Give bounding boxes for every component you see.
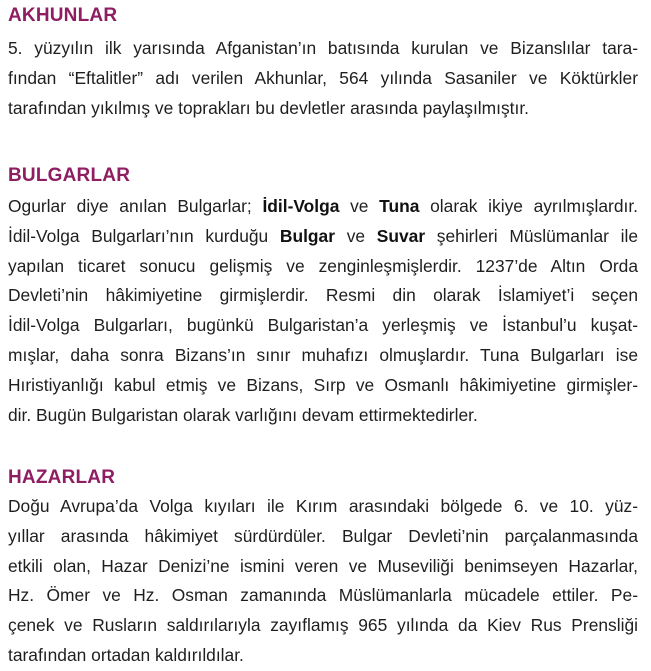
- section-bulgarlar: [8, 164, 638, 430]
- highlight-term: Tuna: [379, 196, 420, 216]
- highlight-term: Bulgar: [279, 225, 335, 246]
- text-line: tarafından yıkılmış ve toprakları bu devletler arasında paylaşılmıştır.: [8, 97, 529, 118]
- text-line: Devleti’nin hâkimiyetine girmişlerdir. Resmi din olarak İslamiyet’i seçen: [8, 285, 638, 306]
- text-line: çenek ve Rusların saldırılarıyla zayıflamış 965 yılında da Kiev Rus Prensliği: [8, 615, 638, 636]
- section-title: AKHUNLAR: [8, 5, 118, 26]
- section-title: BULGARLAR: [8, 165, 131, 186]
- section-paragraph: [8, 34, 638, 123]
- section-paragraph: [8, 192, 638, 430]
- text-line: İdil-Volga Bulgarları, bugünkü Bulgaristan’a yerleşmiş ve İstanbul’u kuşat-: [8, 315, 638, 336]
- highlight-term: Suvar: [376, 225, 426, 246]
- text-line: Ogurlar diye anılan Bulgarlar; İdil-Volga ve Tuna olarak ikiye ayrılmışlardır.: [8, 196, 639, 216]
- text-line: Doğu Avrupa’da Volga kıyıları ile Kırım arasındaki bölgede 6. ve 10. yüz-: [8, 496, 638, 516]
- text-line: fından “Eftalitler” adı verilen Akhunlar, 564 yılında Sasaniler ve Köktürkler: [8, 67, 638, 88]
- highlight-term: İdil-Volga: [262, 196, 340, 216]
- text-line: yapılan ticaret sonucu gelişmiş ve zenginleşmişlerdir. 1237’de Altın Orda: [8, 255, 638, 276]
- section-paragraph: [8, 492, 638, 671]
- section-title: HAZARLAR: [8, 467, 116, 488]
- text-line: Hıristiyanlığı kabul etmiş ve Bizans, Sırp ve Osmanlı hâkimiyetine girmişler-: [8, 374, 638, 395]
- section-akhunlar: [8, 4, 638, 123]
- text-line: yıllar arasında hâkimiyet sürdürdüler. Bulgar Devleti’nin parçalanmasında: [8, 525, 638, 546]
- text-line: İdil-Volga Bulgarları’nın kurduğu Bulgar ve Suvar şehirleri Müslümanlar ile: [8, 225, 638, 246]
- text-line: etkili olan, Hazar Denizi’ne ismini veren ve Museviliği benimseyen Hazarlar,: [8, 555, 638, 576]
- text-line: Hz. Ömer ve Hz. Osman zamanında Müslümanlarla mücadele ettiler. Pe-: [8, 585, 638, 606]
- text-line: dir. Bugün Bulgaristan olarak varlığını devam ettirmektedirler.: [8, 404, 478, 425]
- text-line: tarafından ortadan kaldırıldılar.: [8, 644, 244, 665]
- text-line: 5. yüzyılın ilk yarısında Afganistan’ın batısında kurulan ve Bizanslılar tara-: [8, 38, 638, 58]
- section-hazarlar: [8, 466, 638, 671]
- text-line: mışlar, daha sonra Bizans’ın sınır muhafızı olmuşlardır. Tuna Bulgarları ise: [8, 344, 638, 365]
